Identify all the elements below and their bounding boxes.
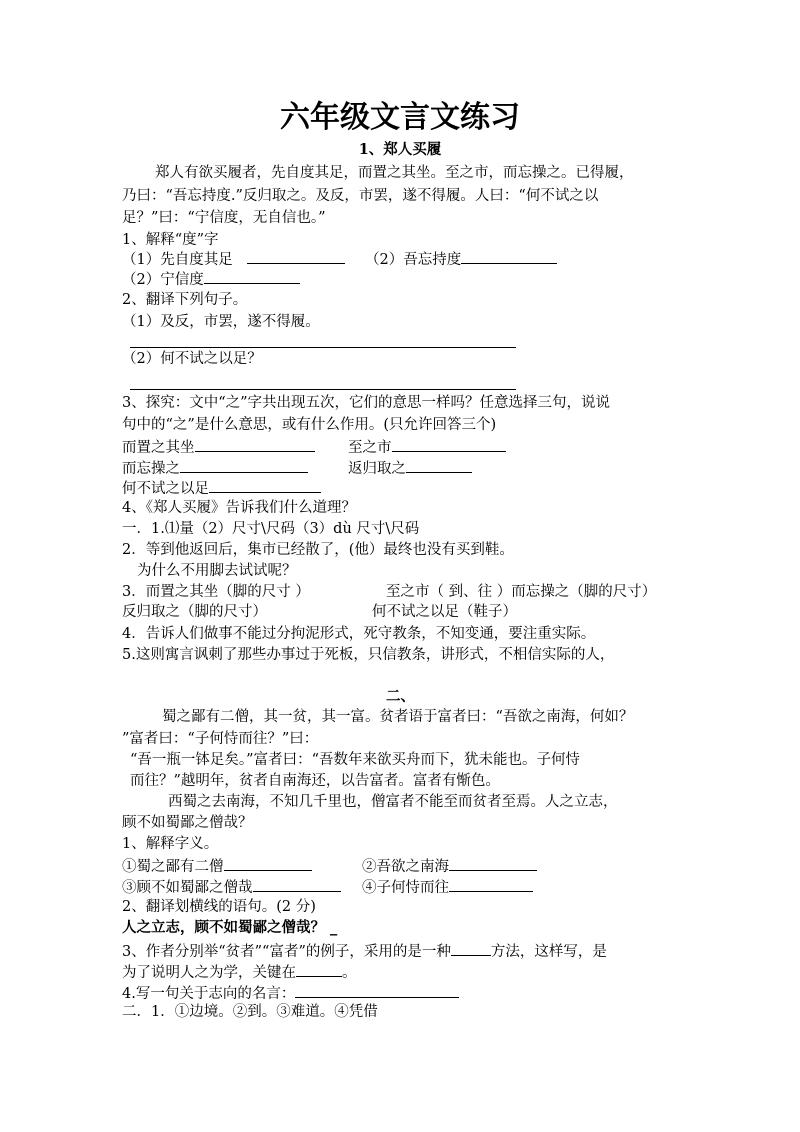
answer-blank[interactable] [406,457,472,473]
s1-q3-e-text: 何不试之以足 [122,481,209,497]
s2-q1-item-a [122,855,312,877]
s2-q3-text-d: 。 [342,965,357,981]
s1-q1-a-text: （1）先自度其足 [122,252,233,268]
s1-q1-b-text: （2）吾忘持度 [365,252,462,268]
answer-blank[interactable] [295,982,459,998]
section2-passage-line: ”富者曰：“子何恃而往？”曰： [122,731,319,747]
section2-passage-line: 顾不如蜀鄙之僧哉？ [122,815,253,831]
s1-question-2: 2、翻译下列句子。 [122,292,248,308]
answer-blank[interactable] [247,248,345,264]
page-title: 六年级文言文练习 [280,100,520,135]
answer-blank[interactable] [180,457,308,473]
s1-answer-line: 4．告诉人们做事不能过分拘泥形式，死守教条，不知变通，要注重实际。 [122,626,596,642]
s2-q1-item-c [122,876,341,898]
s2-question-4 [122,982,459,1004]
s1-q3-item-d [348,457,472,479]
section1-passage-line: 足？”曰：“宁信度，无自信也。” [122,210,326,226]
s2-q1-a-text: ①蜀之鄙有二僧 [122,859,224,875]
s1-question-3-line: 句中的“之”是什么意思，或有什么作用。(只允许回答三个) [122,417,497,433]
section1-passage-line: 乃曰：“吾忘持度.”反归取之。及反，市罢，遂不得履。人曰：“何不试之以 [122,188,599,204]
answer-blank[interactable] [224,855,312,871]
s1-q3-d-text: 返归取之 [348,461,406,477]
s1-q2-item-b: （2）何不试之以足？ [122,351,262,367]
s2-question-1: 1、解释字义。 [122,836,219,852]
answer-line[interactable] [130,347,516,348]
section2-passage-line: 西蜀之去南海，不知几千里也，僧富者不能至而贫者至焉。人之立志， [168,794,618,810]
answer-blank[interactable] [195,436,315,452]
s2-q1-item-d [362,876,533,898]
s1-q1-item-c [122,268,300,290]
answer-line[interactable] [130,389,516,390]
s1-q1-item-a [122,248,345,270]
s2-answer-line: 二．1．①边境。②到。③难道。④凭借 [122,1004,378,1020]
s2-q1-b-text: ②吾欲之南海 [362,859,449,875]
s2-q1-c-text: ③顾不如蜀鄙之僧哉 [122,880,253,896]
s1-answer-line: 何不试之以足（鞋子） [372,604,517,620]
s1-answer-line: 反归取之（脚的尺寸） [122,604,267,620]
s2-q4-text: 4.写一句关于志向的名言： [122,986,296,1002]
s2-q3-text-a: 3、作者分别举“贫者”“富者”的例子，采用的是一种 [122,944,451,960]
answer-blank[interactable] [461,248,557,264]
section2-passage-line: 蜀之鄙有二僧，其一贫，其一富。贫者语于富者曰：“吾欲之南海，何如？ [162,709,634,725]
answer-blank[interactable] [451,940,491,956]
answer-blank[interactable] [449,855,537,871]
s1-q3-item-a [122,436,315,458]
s1-q3-c-text: 而忘操之 [122,461,180,477]
answer-blank[interactable] [204,268,300,284]
s1-q3-item-e [122,477,321,499]
s1-q3-item-c [122,457,308,479]
s1-q1-c-text: （2）宁信度 [122,272,204,288]
s2-q3-text-c: 为了说明人之为学，关键在 [122,965,296,981]
answer-blank[interactable] [392,436,506,452]
s2-q2-sentence: 人之立志，顾不如蜀鄙之僧哉？ _ [122,919,338,936]
answer-blank[interactable] [449,876,533,892]
s2-q1-item-b [362,855,537,877]
s2-q1-d-text: ④子何恃而往 [362,880,449,896]
s1-q3-item-b [348,436,506,458]
section1-heading: 1、郑人买履 [358,141,442,158]
answer-blank[interactable] [296,961,342,977]
s1-answer-line: 2．等到他返回后，集市已经散了，(他）最终也没有买到鞋。 [122,542,514,558]
section2-passage-line: 而往？”越明年，贫者自南海还，以告富者。富者有惭色。 [130,773,500,789]
s1-q3-a-text: 而置之其坐 [122,440,195,456]
s2-q3-text-b: 方法，这样写，是 [490,944,607,960]
s1-answer-line: 5.这则寓言讽刺了那些办事过于死板，只信教条，讲形式，不相信实际的人， [122,647,615,663]
section2-heading: 二、 [386,688,415,705]
s1-answer-line: 至之市（ 到、往 ）而忘操之（脚的尺寸） [386,584,657,600]
answer-blank[interactable] [209,477,321,493]
s1-answer-line: 为什么不用脚去试试呢？ [137,563,297,579]
s1-question-1: 1、解释“度”字 [122,232,219,248]
s2-question-3-line [122,940,607,962]
section1-passage-line: 郑人有欲买履者，先自度其足，而置之其坐。至之市，而忘操之。已得履， [155,165,634,181]
answer-blank[interactable] [253,876,341,892]
s2-question-3-line [122,961,357,983]
s1-question-4: 4、《郑人买履》告诉我们什么道理？ [122,500,356,516]
s1-answer-line: 3．而置之其坐（脚的尺寸 ） [122,584,310,600]
s1-q1-item-b [365,248,557,270]
s1-q3-b-text: 至之市 [348,440,392,456]
s2-question-2: 2、翻译划横线的语句。(2 分) [122,899,316,915]
s1-q2-item-a: （1）及反，市罢，遂不得履。 [122,314,320,330]
section2-passage-line: “吾一瓶一钵足矣。”富者曰：“吾数年来欲买舟而下，犹未能也。子何恃 [130,752,580,768]
s1-question-3-line: 3、探究：文中“之”字共出现五次，它们的意思一样吗？任意选择三句，说说 [122,395,611,411]
s1-answer-line: 一．1.⑴量（2）尺寸\尺码（3）dù 尺寸\尺码 [122,521,420,537]
